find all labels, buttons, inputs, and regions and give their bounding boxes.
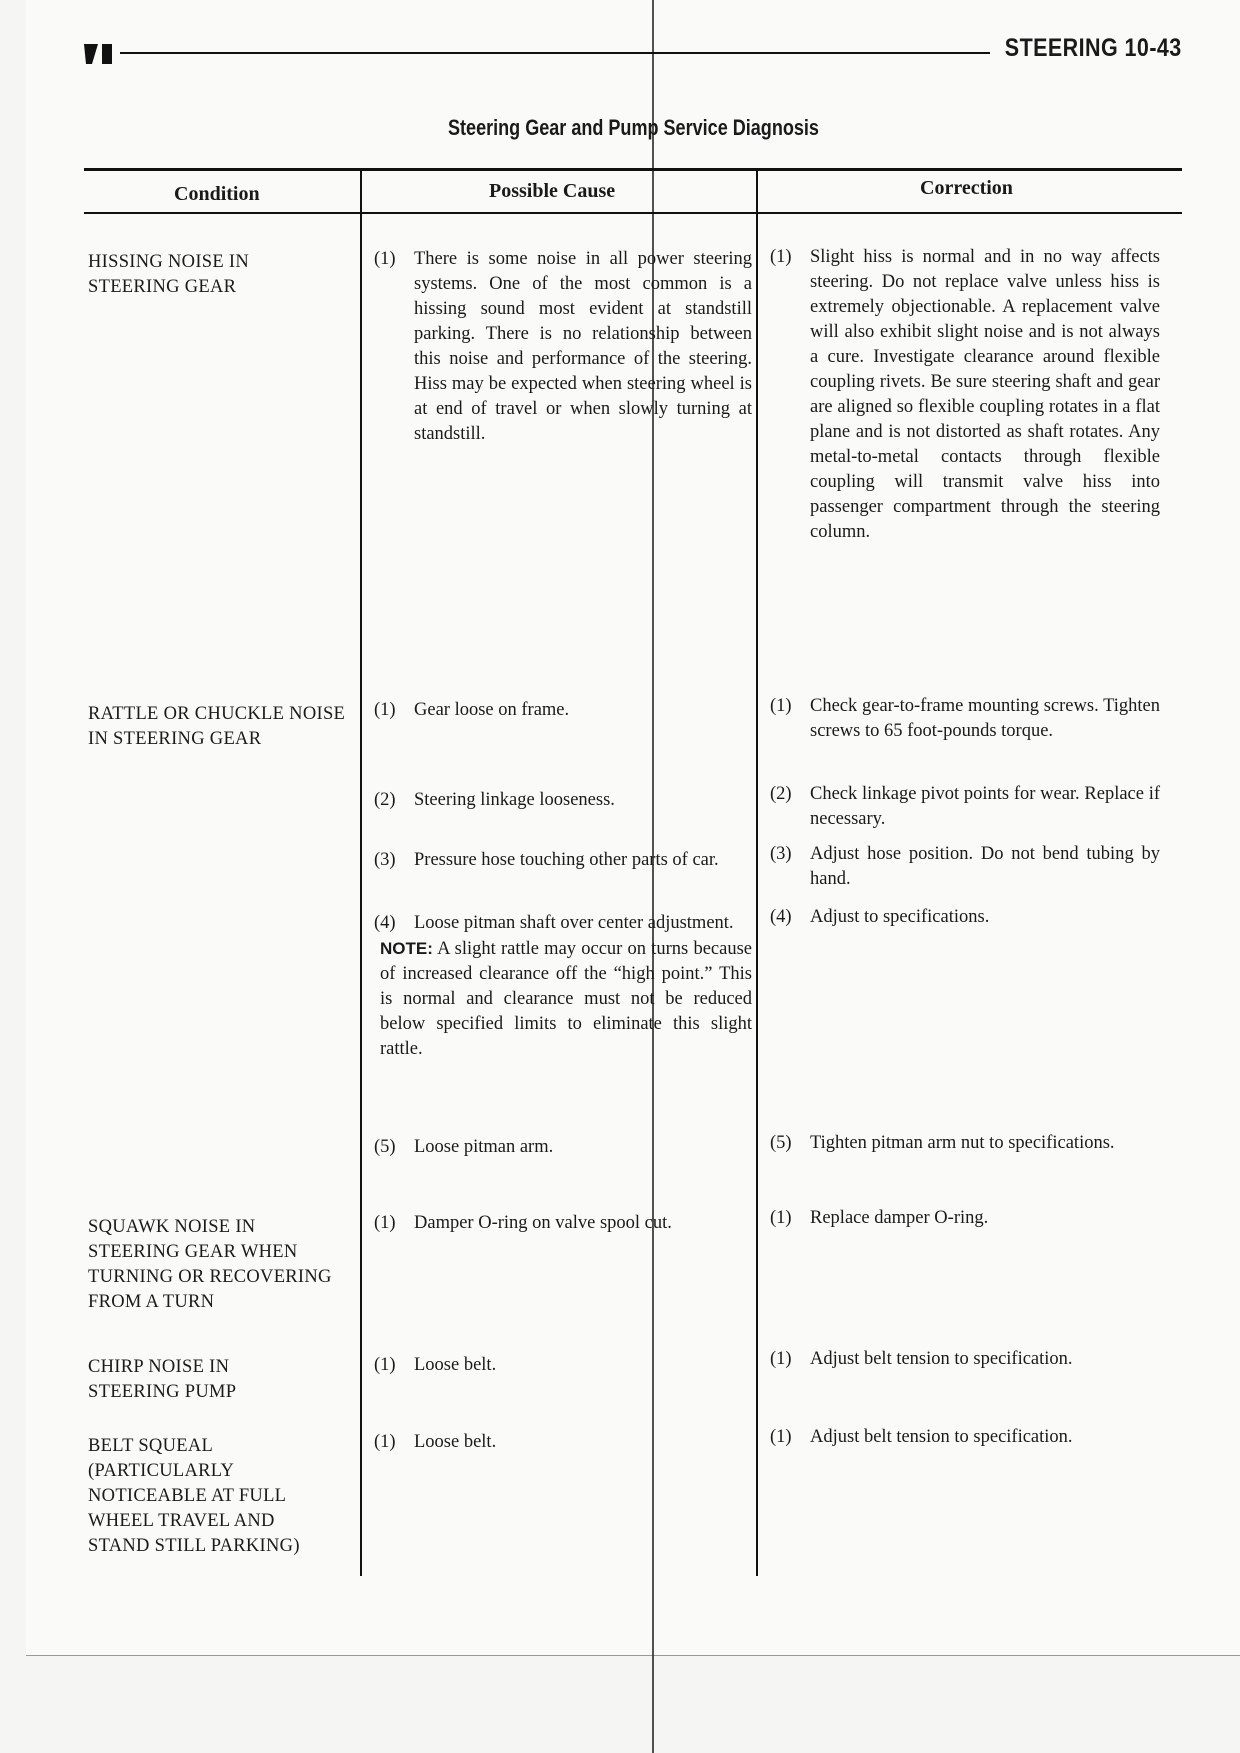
item-text: Steering linkage looseness. (414, 790, 615, 810)
list-item (374, 247, 752, 447)
item-text: Loose belt. (414, 1432, 497, 1452)
cause-rattle-5 (374, 1135, 752, 1160)
item-text: Adjust belt tension to specification. (810, 1349, 1073, 1369)
cause-rattle-1 (374, 698, 752, 723)
condition-rattle: RATTLE OR CHUCKLE NOISE IN STEERING GEAR (88, 704, 346, 749)
list-item (770, 1425, 1160, 1450)
column-divider-1 (360, 168, 362, 1576)
item-number: (3) (770, 844, 792, 864)
item-text: Pressure hose touching other parts of car. (414, 850, 719, 870)
manufacturer-logo-icon (84, 42, 114, 66)
correction-chirp (770, 1347, 1160, 1372)
condition-chirp: CHIRP NOISE IN STEERING PUMP (88, 1357, 237, 1402)
condition-squawk: SQUAWK NOISE IN STEERING GEAR WHEN TURNING OR RECOVERING FROM A TURN (88, 1217, 332, 1312)
item-text: Tighten pitman arm nut to specifications. (810, 1133, 1115, 1153)
item-number: (2) (374, 790, 396, 810)
correction-hissing (770, 245, 1160, 545)
correction-rattle-4 (770, 905, 1160, 930)
item-text: Adjust to specifications. (810, 907, 990, 927)
item-text: There is some noise in all power steering systems. One of the most common is a hissing sound most evident at standstill parking. There is no relationship between this noise and performance of the steering. Hiss may be expected when steering wheel is at end of travel or when slowly turning at standstill. (414, 249, 752, 444)
item-number: (4) (770, 907, 792, 927)
header-rule (120, 52, 990, 54)
correction-rattle-1 (770, 694, 1160, 744)
column-header-cause: Possible Cause (489, 180, 616, 202)
list-item (374, 911, 752, 936)
list-item (770, 694, 1160, 744)
bleed-through-title (392, 112, 398, 138)
cause-rattle-4 (374, 911, 752, 1062)
item-text: Check gear-to-frame mounting screws. Tighten screws to 65 foot-pounds torque. (810, 696, 1160, 741)
correction-rattle-2 (770, 782, 1160, 832)
item-number: (3) (374, 850, 396, 870)
list-item (770, 782, 1160, 832)
item-text: Replace damper O-ring. (810, 1208, 989, 1228)
item-number: (1) (374, 700, 396, 720)
correction-squawk (770, 1206, 1160, 1231)
table-head-rule (84, 212, 1182, 214)
item-number: (2) (770, 784, 792, 804)
item-number: (1) (374, 249, 396, 269)
list-item (770, 1347, 1160, 1372)
column-header-condition: Condition (174, 183, 260, 205)
correction-rattle-3 (770, 842, 1160, 892)
list-item (374, 1211, 752, 1236)
cause-chirp (374, 1353, 752, 1378)
list-item (770, 245, 1160, 545)
item-number: (5) (374, 1137, 396, 1157)
list-item (374, 1353, 752, 1378)
list-item (374, 698, 752, 723)
item-number: (1) (770, 247, 792, 267)
item-text: Adjust belt tension to specification. (810, 1427, 1073, 1447)
item-number: (4) (374, 913, 396, 933)
note-text: A slight rattle may occur on turns because of increased clearance off the “high point.” This is normal and clearance must not be reduced below specified limits to eliminate this slight rattle. (380, 939, 752, 1059)
item-number: (5) (770, 1133, 792, 1153)
list-item (374, 788, 752, 813)
note-block (380, 936, 752, 1062)
list-item (374, 1135, 752, 1160)
correction-rattle-5 (770, 1131, 1160, 1156)
item-number: (1) (374, 1432, 396, 1452)
item-number: (1) (770, 1349, 792, 1369)
correction-belt-squeal (770, 1425, 1160, 1450)
cause-rattle-2 (374, 788, 752, 813)
list-item (770, 905, 1160, 930)
column-divider-2 (756, 168, 758, 1576)
item-number: (1) (770, 1208, 792, 1228)
item-number: (1) (770, 1427, 792, 1447)
item-text: Loose belt. (414, 1355, 497, 1375)
list-item (770, 842, 1160, 892)
item-number: (1) (374, 1213, 396, 1233)
list-item (374, 848, 752, 873)
cause-hissing (374, 247, 752, 447)
item-text: Check linkage pivot points for wear. Replace if necessary. (810, 784, 1160, 829)
condition-hissing: HISSING NOISE IN STEERING GEAR (88, 252, 250, 297)
cause-squawk (374, 1211, 752, 1236)
page-title: Steering Gear and Pump Service Diagnosis (448, 115, 819, 140)
item-text: Damper O-ring on valve spool cut. (414, 1213, 672, 1233)
item-number: (1) (770, 696, 792, 716)
cause-belt-squeal (374, 1430, 752, 1455)
list-item (770, 1131, 1160, 1156)
list-item (770, 1206, 1160, 1231)
table-top-rule (84, 168, 1182, 171)
item-text: Loose pitman shaft over center adjustment. (414, 913, 734, 933)
item-text: Slight hiss is normal and in no way affects steering. Do not replace valve unless hiss is extremely objectionable. A replacement valve will also exhibit slight noise and is not always a cure. Investigate clearance around flexible coupling rivets. Be sure steering shaft and gear are aligned so flexible coupling rotates in a flat plane and is not distorted as shaft rotates. Any metal-to-metal contacts through flexible coupling will transmit valve hiss into passenger compartment through the steering column. (810, 247, 1160, 542)
item-number: (1) (374, 1355, 396, 1375)
column-header-correction: Correction (920, 177, 1013, 199)
cause-rattle-3 (374, 848, 752, 873)
list-item (374, 1430, 752, 1455)
item-text: Loose pitman arm. (414, 1137, 554, 1157)
note-label: NOTE: (380, 939, 433, 958)
item-text: Gear loose on frame. (414, 700, 570, 720)
item-text: Adjust hose position. Do not bend tubing by hand. (810, 844, 1160, 889)
running-head: STEERING 10-43 (1005, 34, 1182, 62)
condition-belt-squeal: BELT SQUEAL (PARTICULARLY NOTICEABLE AT FULL WHEEL TRAVEL AND STAND STILL PARKING) (88, 1436, 300, 1556)
